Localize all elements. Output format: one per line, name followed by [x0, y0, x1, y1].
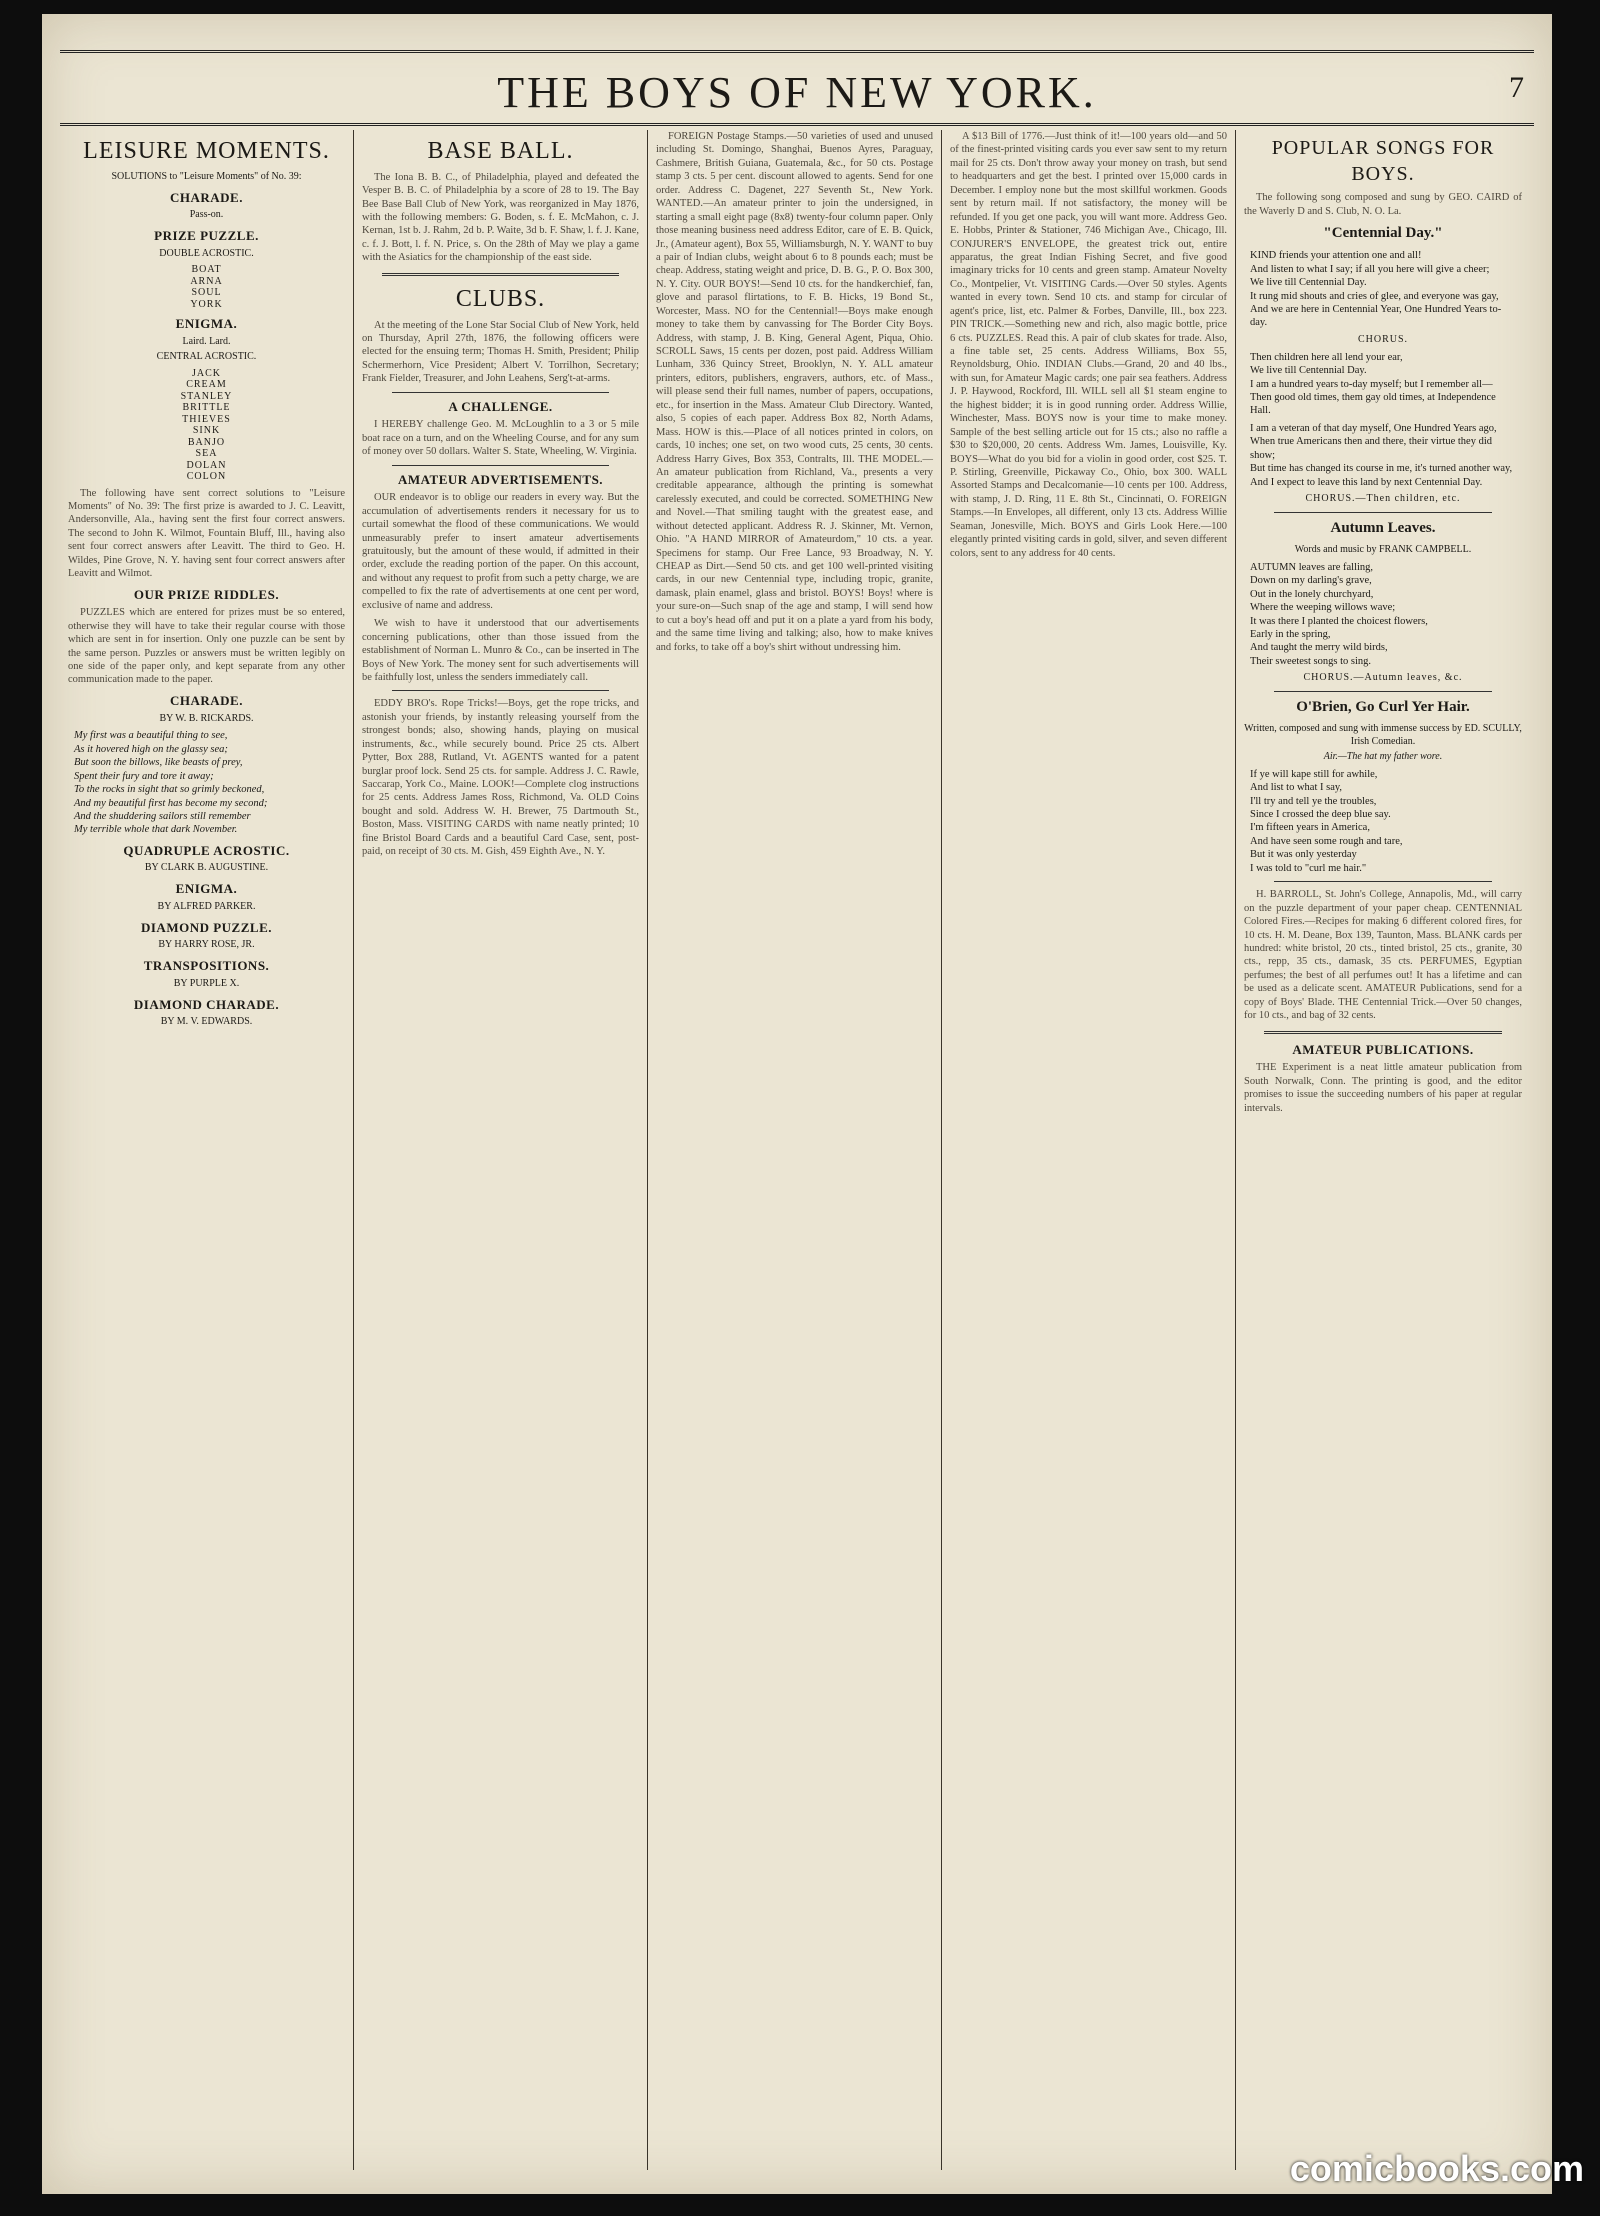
base-ball-body: The Iona B. B. C., of Philadelphia, played and defeated the Vesper B. B. C. of Philadelphia by a score of 28 to 19. The Bay Bee Base Ball Club of New York, was reorganized in May 1876, with the following members: G. Boden, s. f. E. McMahon, c. J. Kernan, 1st b. J. Rahm, 2d b. P. Waite, 3d b. F. Shaw, l. f. J. Kane, c. f. J. Bott, l. f. N. Price, s. On the 28th of May we play a game with the Asiatics for the championship of the east side.	[362, 171, 639, 264]
charade2-poem: My first was a beautiful thing to see, As it hovered high on the glassy sea; But soon the billows, like beasts of prey, Spent their fury and tore it away; To the rocks in sight that so grimly beckoned, And my beautiful first has become my second; And the shuddering sailors still remember My terrible whole that dark November.	[74, 730, 268, 836]
enigma-answer: Laird. Lard.	[182, 335, 231, 347]
site-watermark: comicbooks.com	[1289, 2148, 1584, 2189]
amateur-ads-heading: AMATEUR ADVERTISEMENTS.	[397, 471, 604, 487]
double-acrostic-label: DOUBLE ACROSTIC.	[159, 247, 254, 259]
column-leisure-moments	[60, 130, 354, 2170]
classified-ads-col5: H. BARROLL, St. John's College, Annapolis, Md., will carry on the puzzle department of your paper cheap. CENTENNIAL Colored Fires.—Recipes for making 6 different colored fires, for 10 cts. H. M. Deane, Box 139, Taunton, Mass. BLANK cards per hundred: white bristol, 20 cts., tinted bristol, 25 cts., granite, 30 cts., repp, 35 cts., damask, 35 cts. PERFUMES, Egyptian perfumes; the best of all perfumes out! It has a lifetime and can be used as a delicate scent. AMATEUR Publications, send for a copy of Boys' Blade. THE Centennial Trick.—Over 50 changes, for 10 cts., and bag of 32 cents.	[1244, 889, 1522, 1022]
column-popular-songs	[1236, 130, 1530, 2170]
song1-verse1: KIND friends your attention one and all! And listen to what I say; if all you here will give a cheer; We live till Centennial Day. It rung mid shouts and cries of glee, and everyone was gay, And we are here in Centennial Year, One Hundred Years to-day.	[1250, 250, 1502, 329]
classified-ads-col3: FOREIGN Postage Stamps.—50 varieties of used and unused including St. Domingo, Shanghai, Buenos Ayres, Paraguay, Cashmere, British Guiana, Guatemala, &c., for 50 cts. Postage stamp 3 cts. 5 per cent. discount allowed to agents. Send for one order. Address C. Dagenet, 227 Seventh St., New York. WANTED.—An amateur printer to join the undersigned, in starting a small eight page (8x8) twenty-four column paper. Only those meaning business need address Editor, care of E. B. Quick, Jr., (Amateur agent), Box 55, Williamsburgh, N. Y. WANT to buy a pair of Indian clubs, weight about 6 to 8 pounds each; must be cheap. Address, stating weight and price, D. B. G., P. O. Box 300, N. Y. City. OUR BOYS!—Send 10 cts. for the handkerchief, fan, glove and parasol flirtations, to F. B. Hicks, 19 Bond St., Worcester, Mass. NO for the Centennial!—Boys make enough money to take them by canvassing for The Border City Boys. Address, with stamp, J. B. King, General Agent, Piqua, Ohio. SCROLL Saws, 15 cents per dozen, post paid. Address William Lunham, 336 Quincy Street, Brooklyn, N. Y. ALL amateur printers, editors, publishers, engravers, authors, etc. of Mass., will please send their full names, number of papers, occupations, etc., for insertion in the Mass. Amateur Club Directory. Wanted, also, 5 copies of each paper. Address Box 82, North Adams, Mass. HOW is this.—Place of all notices printed in colors, on cards, 10 inches; one set, on two wood cuts, 25 cents, 30 cents. Address Harry Gives, Box 353, Contralts, Ill. THE MODEL.—An amateur publication from Richland, Va., presents a very creditable appearance, although the printing is somewhat carelessly executed, and could be corrected. SOMETHING New and Novel.—That smiling taught with the greatest ease, and without detected applicant. Address R. J. Skinner, Mt. Vernon, Ohio. "A HAND MIRROR of Amateurdom," 10 cts. a year. Specimens for stamp. Our Free Lance, 93 Broadway, N. Y. CHEAP as Dirt.—Send 50 cts. and get 100 well-printed visiting cards, in our new Centennial type, including tropic, granite, damask, plain enamel, glass and bristol. BOYS! Boys! where is your sure-on—Such snap of the age and stamp, I will send how to cut a boy's head off and put it on a plate a yard from his body, and the same time living and talking; also, how to make knives and forks, to take off a boy's shirt without undressing him.	[656, 131, 933, 653]
classified-ads-col4: A $13 Bill of 1776.—Just think of it!—100 years old—and 50 of the finest-printed visiting cards you ever saw sent to my return mail for 25 cts. Don't throw away your money on trash, but send to headquarters and get the best. I printed over 15,000 cards in December. I employ none but the most skillful workmen. Goods sent by return mail. If not satisfactory, the money will be refunded. If you get one pack, you will want more. Address Geo. E. Hobbs, Printer & Stationer, 746 Michigan Ave., Chicago, Ill. CONJURER'S ENVELOPE, the greatest trick out, entire apparatus, the great Indian Fishing Secret, and five good imaginary tricks for 10 cents and green stamp. Amateur Novelty Co., Montpelier, Vt. VISITING Cards.—Over 50 styles. Agents wanted in every town. Send 10 cts. and stamp for circular of agent's price, list, etc. Palmer & Forbes, Danville, Ill., box 223. PIN TRICK.—Something new and rich, also magic bottle, price 6 cts. PUZZLES. Read this. A pair of club skates for trade. Also, a fine table set, 25 cents. Address Williams, Box 55, Reynoldsburg, Ohio. INDIAN Clubs.—Grand, 20 and 40 lbs., with sun, for Amateur Magic cards; one pair sea feathers. Address J. P. Haywood, Rockford, Ill. WILL sell all $1 steam engine to the highest bidder; it is in good running order. Address Willie, Winchester, Mass. BOYS now is your time to make money. Sample of the best selling article out for 15 cts.; also no raffle a $30 to $20,000, 20 cents. Address Wm. James, Louisville, Ky. BOYS—What do you bid for a violin in good order, cost $25. T. P. Stirling, Greenville, Pickaway Co., Ohio, box 300. WALL Assorted Stamps and Decalcomanie—10 cents per 100. Address, with stamp, J. D. Ring, 11 E. 8th St., Cincinnati, O. FOREIGN Stamps.—In Envelopes, all different, only 13 cts. Address Willie Seaman, Jonesville, Mich. BOYS and Girls Look Here.—100 elegantly printed visiting cards in gold, silver, and seven different colors, sent to any address for 40 cents.	[950, 131, 1227, 559]
song1-title: "Centennial Day."	[1323, 225, 1443, 242]
solutions-label: SOLUTIONS to "Leisure Moments" of No. 39:	[111, 170, 302, 182]
song1-verse2: I am a veteran of that day myself, One Hundred Years ago, When true Americans then and there, their virtue they did show; But time has changed its course in me, it's turned another way, And I expect to leave this land by next Centennial Day.	[1250, 422, 1513, 488]
popular-songs-heading: POPULAR SONGS FOR BOYS.	[1271, 137, 1495, 185]
song3-title: O'Brien, Go Curl Yer Hair.	[1296, 699, 1470, 716]
song3-verse: If ye will kape still for awhile, And list to what I say, I'll try and tell ye the troubles, Since I crossed the deep blue say. I'm fifteen years in America, And have seen some rough and tare, But it was only yesterday I was told to "curl me hair."	[1250, 768, 1403, 874]
newspaper-page	[42, 14, 1552, 2194]
enigma2-author: BY ALFRED PARKER.	[157, 900, 256, 912]
prize-puzzle-heading: PRIZE PUZZLE.	[154, 227, 259, 243]
amateur-publications-body: THE Experiment is a neat little amateur publication from South Norwalk, Conn. The printing is good, and the editor promises to issue the succeeding numbers of his paper at regular intervals.	[1244, 1062, 1522, 1114]
amateur-ads-notice: We wish to have it understood that our advertisements concerning publications, other than those issued from the establishment of Norman L. Munro & Co., can be inserted in The Boys of New York. The money sent for such advertisements will be faithfully lost, unless the senders immediately call.	[362, 618, 639, 683]
diamond-charade-author: BY M. V. EDWARDS.	[160, 1016, 253, 1028]
song-intro: The following song composed and sung by GEO. CAIRD of the Waverly D and S. Club, N. O. La.	[1244, 192, 1522, 217]
charade-heading: CHARADE.	[170, 189, 243, 205]
chorus-label: CHORUS.	[1357, 333, 1409, 345]
chorus-reprise: CHORUS.—Then children, etc.	[1305, 493, 1461, 505]
base-ball-heading: BASE BALL.	[427, 138, 574, 164]
leisure-moments-heading: LEISURE MOMENTS.	[83, 138, 330, 164]
section-divider	[382, 273, 619, 276]
song2-title: Autumn Leaves.	[1330, 519, 1436, 536]
central-acrostic-label: CENTRAL ACROSTIC.	[156, 350, 257, 362]
clubs-body: At the meeting of the Lone Star Social Club of New York, held on Thursday, April 27th, 1876, the following officers were elected for the ensuing term; Thomas H. Smith, President; Philip Schermerhorn, Vice President; Albert V. Torrilhon, Secretary; Frank Fielder, Treasurer, and John Leahens, Serg't-at-arms.	[362, 319, 639, 385]
columns-container	[60, 130, 1534, 2170]
solvers-paragraph: The following have sent correct solutions to "Leisure Moments" of No. 39: The first prize is awarded to J. C. Leavitt, Andersonville, Ala., having sent the first four correct answers. The second to John K. Wilmot, Fountain Bluff, Ill., having also sent four correct answers after Leavitt. The third to Geo. H. Wildes, Pine Grove, N. Y. having sent four correct answers after Leavitt and Wilmot.	[68, 487, 345, 580]
classified-ads-col2: EDDY BRO's. Rope Tricks!—Boys, get the rope tricks, and astonish your friends, by instantly releasing yourself from the strongest bonds; also, showing hands, playing on musical instruments, &c., while securely bound. Price 25 cts. Albert Pytter, Box 288, Rutland, Vt. AGENTS wanted for a patent burglar proof lock. Send 25 cts. for sample. Address J. C. Rawle, Saccarap, York Co., Maine. LOOK!—Complete clog instructions for 25 cents. Address James Ross, Richmond, Va. OLD Coins bought and sold. Address W. H. Brewer, 75 Dartmouth St., Boston, Mass. VISITING CARDS with name neatly printed; 10 fine Bristol Board Cards and a beautiful Card Case, sent, post-paid, on receipt of 30 cts. M. Gish, 459 Eighth Ave., N. Y.	[362, 698, 639, 858]
transpositions-heading: TRANSPOSITIONS.	[143, 958, 270, 974]
transpositions-author: BY PURPLE X.	[173, 977, 240, 989]
chorus-autumn: CHORUS.—Autumn leaves, &c.	[1303, 672, 1463, 684]
prize-riddles-heading: OUR PRIZE RIDDLES.	[133, 586, 280, 602]
song3-air: Air.—The hat my father wore.	[1323, 750, 1443, 762]
central-acrostic-words: JACK CREAM STANLEY BRITTLE THIEVES SINK BANJO SEA DOLAN COLON	[180, 367, 233, 483]
song2-verse: AUTUMN leaves are falling, Down on my darling's grave, Out in the lonely churchyard, Where the weeping willows wave; It was there I planted the choicest flowers, Early in the spring, And taught the merry wild birds, Their sweetest songs to sing.	[1250, 561, 1428, 667]
challenge-body: I HEREBY challenge Geo. M. McLoughlin to a 3 or 5 mile boat race on a turn, and on the Wheeling Course, and for any sum of money over 50 dollars. Walter S. State, Wheeling, W. Virginia.	[362, 419, 639, 458]
section-divider	[392, 465, 609, 466]
amateur-ads-body: OUR endeavor is to oblige our readers in every way. But the accumulation of advertisements renders it necessary for us to curtail somewhat the flood of these communications. We would unmeasurably prefer to insert amateur advertisements gratuitously, but the amount of these would, if admitted in their order, exclude the reading portion of the paper. On this account, and without any request to profit from such a petty charge, we are compelled to fix the rate of advertisements at one cent per word, exclusive of name and address.	[362, 492, 639, 611]
section-divider	[1274, 881, 1492, 882]
enigma2-heading: ENIGMA.	[175, 881, 238, 897]
section-divider	[1264, 1031, 1502, 1034]
charade-answer: Pass-on.	[189, 209, 224, 221]
double-acrostic-words: BOAT ARNA SOUL YORK	[190, 264, 223, 310]
page-number: 7	[1509, 71, 1524, 104]
section-divider	[392, 690, 609, 691]
charade2-author: BY W. B. RICKARDS.	[159, 712, 254, 724]
column-ads-2	[942, 130, 1236, 2170]
quadruple-acrostic-author: BY CLARK B. AUGUSTINE.	[144, 862, 269, 874]
newspaper-title: THE BOYS OF NEW YORK.	[497, 68, 1097, 117]
enigma-heading: ENIGMA.	[175, 316, 238, 332]
diamond-puzzle-heading: DIAMOND PUZZLE.	[140, 919, 272, 935]
diamond-puzzle-author: BY HARRY ROSE, JR.	[158, 939, 255, 951]
quadruple-acrostic-heading: QUADRUPLE ACROSTIC.	[123, 842, 290, 858]
challenge-heading: A CHALLENGE.	[448, 398, 553, 414]
column-ads-1	[648, 130, 942, 2170]
section-divider	[392, 392, 609, 393]
song2-credit: Words and music by FRANK CAMPBELL.	[1294, 544, 1472, 556]
song3-credit: Written, composed and sung with immense success by ED. SCULLY, Irish Comedian.	[1244, 723, 1522, 748]
column-base-ball	[354, 130, 648, 2170]
section-divider	[1274, 691, 1492, 692]
clubs-heading: CLUBS.	[455, 285, 546, 312]
amateur-publications-heading: AMATEUR PUBLICATIONS.	[1292, 1041, 1474, 1057]
diamond-charade-heading: DIAMOND CHARADE.	[133, 996, 280, 1012]
riddles-rules-paragraph: PUZZLES which are entered for prizes must be so entered, otherwise they will have to take their regular course with those which are sent in for insertion. Only one puzzle can be sent by the same person. Puzzles or answers must be written legibly on one side of the paper only, and kept separate from any other communication made to the paper.	[68, 607, 345, 686]
charade2-heading: CHARADE.	[170, 692, 243, 708]
masthead	[60, 50, 1534, 126]
section-divider	[1274, 512, 1492, 513]
song1-chorus: Then children here all lend your ear, We live till Centennial Day. I am a hundred years to-day myself; but I remember all— Then good old times, them gay old times, at Independence Hall.	[1250, 351, 1496, 417]
